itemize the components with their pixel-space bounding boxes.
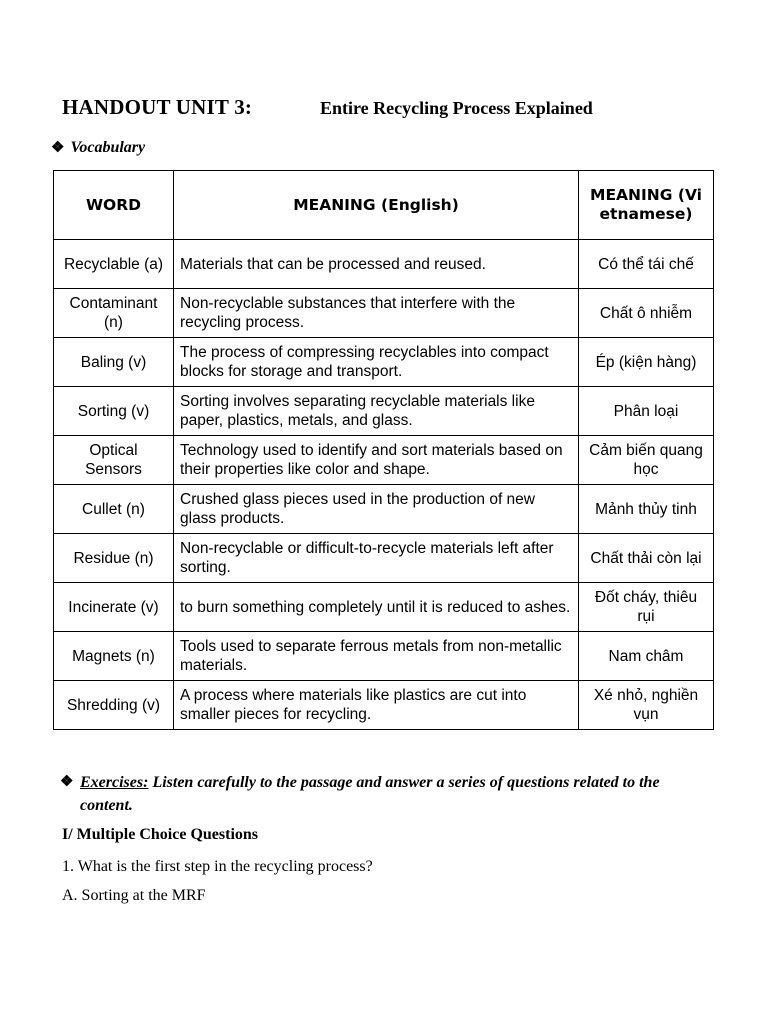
vietnamese-meaning-cell: Nam châm [579,632,714,681]
exercises-instruction: Listen carefully to the passage and answer a series of questions related to the content. [80,774,660,814]
question-1-option-a: A. Sorting at the MRF [62,887,206,904]
diamond-bullet-icon: ❖ [51,140,65,156]
table-row [54,632,714,681]
word-cell: Cullet (n) [54,485,174,534]
title-row [62,95,742,123]
vocabulary-label: Vocabulary [70,139,146,156]
english-meaning-cell: Materials that can be processed and reused. [174,240,579,289]
question-1: 1. What is the first step in the recycling process? [62,858,373,875]
column-header-english: MEANING (English) [174,171,579,240]
table-row [54,289,714,338]
english-meaning-cell: Sorting involves separating recyclable materials like paper, plastics, metals, and glass. [174,387,579,436]
handout-subtitle: Entire Recycling Process Explained [320,98,593,118]
diamond-bullet-icon: ❖ [60,774,74,790]
mcq-heading: I/ Multiple Choice Questions [62,826,259,843]
vietnamese-meaning-cell: Ép (kiện hàng) [579,338,714,387]
english-meaning-cell: Crushed glass pieces used in the production of new glass products. [174,485,579,534]
vietnamese-meaning-cell: Mảnh thủy tinh [579,485,714,534]
vocabulary-table [53,170,714,730]
vietnamese-meaning-cell: Chất ô nhiễm [579,289,714,338]
vietnamese-meaning-cell: Cảm biến quang học [579,436,714,485]
column-header-word: WORD [54,171,174,240]
vietnamese-meaning-cell: Đốt cháy, thiêu rụi [579,583,714,632]
column-header-vietnamese: MEANING (Vietnamese) [579,171,714,240]
english-meaning-cell: The process of compressing recyclables into compact blocks for storage and transport. [174,338,579,387]
unit-title: HANDOUT UNIT 3: [62,95,253,119]
word-cell: Residue (n) [54,534,174,583]
word-cell: Baling (v) [54,338,174,387]
word-cell: Contaminant (n) [54,289,174,338]
vietnamese-meaning-cell: Chất thải còn lại [579,534,714,583]
table-row [54,436,714,485]
word-cell: Optical Sensors [54,436,174,485]
vietnamese-meaning-cell: Phân loại [579,387,714,436]
word-cell: Magnets (n) [54,632,174,681]
english-meaning-cell: Non-recyclable substances that interfere with the recycling process. [174,289,579,338]
word-cell: Shredding (v) [54,681,174,730]
table-row [54,583,714,632]
english-meaning-cell: A process where materials like plastics are cut into smaller pieces for recycling. [174,681,579,730]
table-row [54,387,714,436]
english-meaning-cell: Non-recyclable or difficult-to-recycle materials left after sorting. [174,534,579,583]
english-meaning-cell: to burn something completely until it is reduced to ashes. [174,583,579,632]
table-header-row [54,171,714,240]
table-row [54,681,714,730]
vietnamese-meaning-cell: Có thể tái chế [579,240,714,289]
exercises-section [60,771,710,817]
vietnamese-meaning-cell: Xé nhỏ, nghiền vụn [579,681,714,730]
word-cell: Incinerate (v) [54,583,174,632]
word-cell: Sorting (v) [54,387,174,436]
exercises-text [80,771,710,817]
table-row [54,534,714,583]
english-meaning-cell: Tools used to separate ferrous metals from non-metallic materials. [174,632,579,681]
english-meaning-cell: Technology used to identify and sort materials based on their properties like color and shape. [174,436,579,485]
exercises-label: Exercises: [80,774,149,791]
vocabulary-heading [51,138,145,157]
word-cell: Recyclable (a) [54,240,174,289]
table-row [54,240,714,289]
table-row [54,338,714,387]
table-row [54,485,714,534]
